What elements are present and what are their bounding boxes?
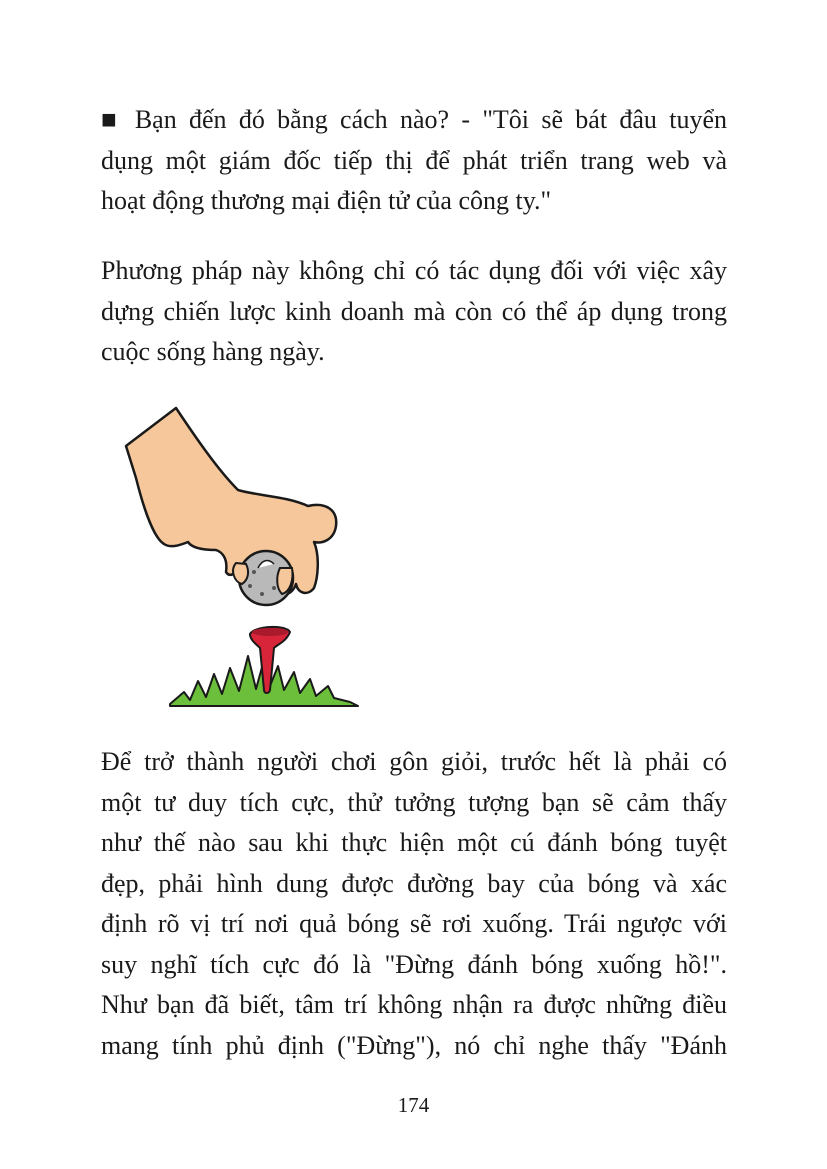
text-line: một tư duy tích cực, thử tưởng tượng bạn sẽ cảm thấy xyxy=(101,787,727,817)
paragraph-1 xyxy=(101,100,727,222)
text-line: định rõ vị trí nơi quả bóng sẽ rơi xuống. Trái ngược với xyxy=(101,909,727,938)
text-line: mang tính phủ định ("Đừng"), nó chỉ nghe thấy "Đánh xyxy=(101,1030,727,1060)
text-line: cuộc sống hàng ngày. xyxy=(101,337,325,366)
text-line: suy nghĩ tích cực đó là "Đừng đánh bóng xuống hồ!". xyxy=(101,949,727,979)
text-line: dựng chiến lược kinh doanh mà còn có thể áp dụng trong xyxy=(101,296,727,326)
text-line: dụng một giám đốc tiếp thị để phát triển trang web và xyxy=(101,145,727,175)
text-line: đẹp, phải hình dung được đường bay của bóng và xác xyxy=(101,868,727,898)
text-line: Phương pháp này không chỉ có tác dụng đối với việc xây xyxy=(101,256,727,285)
golf-hand-illustration xyxy=(118,398,368,713)
hand-icon xyxy=(126,408,336,594)
golf-tee-icon xyxy=(250,627,290,693)
text-line: hoạt động thương mại điện tử của công ty." xyxy=(101,186,552,215)
paragraph-3 xyxy=(101,742,727,1066)
page-number: 174 xyxy=(397,1093,430,1117)
text-line: ■ Bạn đến đó bằng cách nào? - "Tôi sẽ bát đâu tuyển xyxy=(101,105,727,134)
text-line: như thế nào sau khi thực hiện một cú đánh bóng tuyệt xyxy=(101,828,727,857)
text-line: Để trở thành người chơi gôn giỏi, trước hết là phải có xyxy=(101,747,727,776)
text-line: Như bạn đã biết, tâm trí không nhận ra được những điều xyxy=(101,990,727,1019)
paragraph-2 xyxy=(101,251,727,373)
